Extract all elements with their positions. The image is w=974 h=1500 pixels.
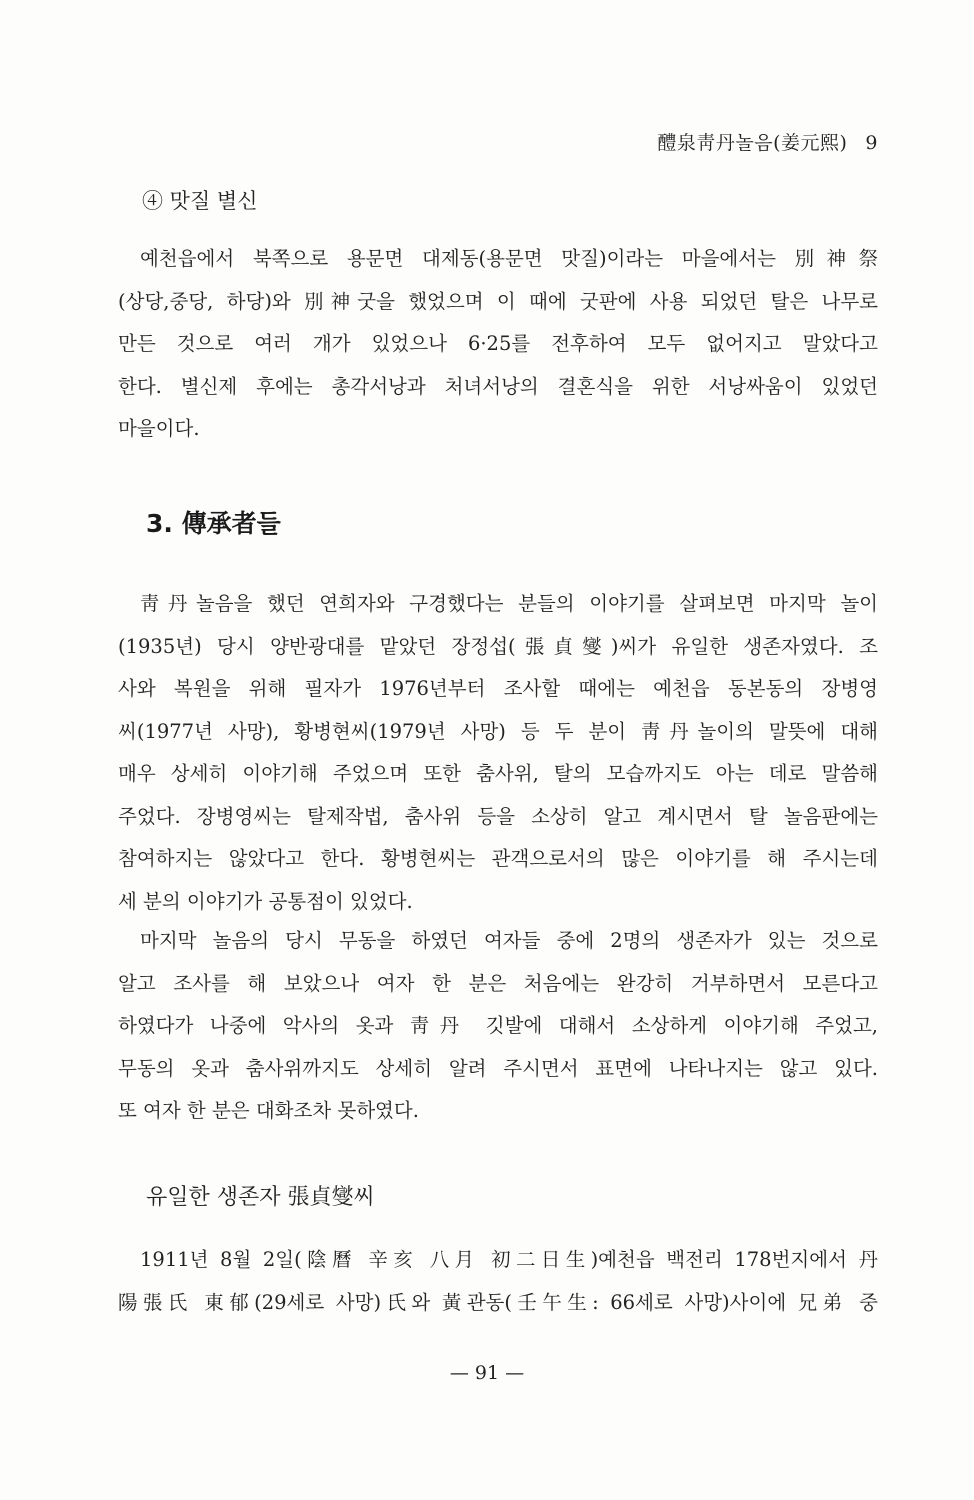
subsection-heading-majil: ④ 맛질 별신	[142, 189, 258, 213]
text-line: 마을이다.	[118, 417, 200, 440]
text-line: 마지막 놀음의 당시 무동을 하였던 여자들 중에 2명의 생존자가 있는 것으로	[140, 929, 878, 952]
subsection-heading-survivor: 유일한 생존자 張貞燮씨	[146, 1185, 375, 1210]
text-line: 1911년 8월 2일(陰曆 辛亥 八月 初二日生)예천읍 백전리 178번지에서 丹	[140, 1248, 878, 1271]
text-line: 한다. 별신제 후에는 총각서낭과 처녀서낭의 결혼식을 위한 서낭싸움이 있었던	[118, 374, 878, 398]
text-line: 알고 조사를 해 보았으나 여자 한 분은 처음에는 완강히 거부하면서 모른다고	[118, 971, 878, 995]
paragraph-performers	[118, 583, 878, 923]
page-folio: — 91 —	[449, 1362, 525, 1384]
paragraph-majil-byeolsin	[118, 238, 878, 451]
text-line: 주었다. 장병영씨는 탈제작법, 춤사위 등을 소상히 알고 계시면서 탈 놀음판에는	[118, 804, 878, 828]
text-line: (1935년) 당시 양반광대를 맡았던 장정섭(張貞燮)씨가 유일한 생존자였다. 조	[118, 634, 878, 658]
text-line: 매우 상세히 이야기해 주었으며 또한 춤사위, 탈의 모습까지도 아는 데로 말씀해	[118, 762, 878, 785]
text-line: 하였다가 나중에 악사의 옷과 靑丹 깃발에 대해서 소상하게 이야기해 주었고,	[118, 1014, 878, 1037]
header-page-number: 9	[865, 132, 878, 154]
text-line: 무동의 옷과 춤사위까지도 상세히 알려 주시면서 표면에 나타나지는 않고 있다.	[118, 1056, 878, 1080]
text-line: 또 여자 한 분은 대화조차 못하였다.	[118, 1099, 419, 1122]
paragraph-survivor-bio	[118, 1239, 878, 1324]
running-header	[657, 128, 878, 155]
paragraph-female-dancers	[118, 920, 878, 1133]
text-line: 靑丹놀음을 했던 연희자와 구경했다는 분들의 이야기를 살펴보면 마지막 놀이	[140, 592, 878, 615]
text-line: 세 분의 이야기가 공통점이 있었다.	[118, 889, 413, 913]
text-line: 참여하지는 않았다고 한다. 황병현씨는 관객으로서의 많은 이야기를 해 주시는데	[118, 847, 878, 870]
running-title: 醴泉靑丹놀음(姜元熙)	[657, 132, 848, 154]
text-line: (상당,중당, 하당)와 別神굿을 했었으며 이 때에 굿판에 사용 되었던 탈은 나무로	[118, 289, 878, 313]
text-line: 만든 것으로 여러 개가 있었으나 6·25를 전후하여 모두 없어지고 말았다고	[118, 332, 878, 355]
text-line: 예천읍에서 북쪽으로 용문면 대제동(용문면 맛질)이라는 마을에서는 別神祭	[140, 247, 878, 270]
text-line: 陽張氏 東郁(29세로 사망)氏와 黃관동(壬午生: 66세로 사망)사이에 兄弟 중	[118, 1290, 878, 1314]
text-line: 사와 복원을 위해 필자가 1976년부터 조사할 때에는 예천읍 동본동의 장병영	[118, 677, 878, 700]
section-title-inheritors: 3. 傳承者들	[146, 509, 281, 538]
text-line: 씨(1977년 사망), 황병현씨(1979년 사망) 등 두 분이 靑丹놀이의 말뜻에 대해	[118, 719, 878, 743]
